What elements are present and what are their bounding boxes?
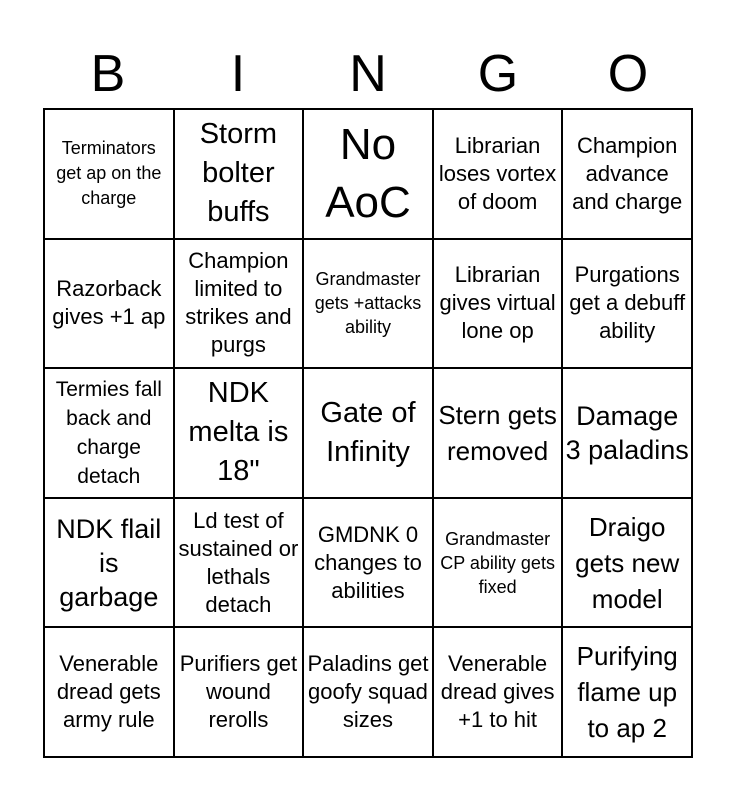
bingo-cell-r3c2[interactable] [174,368,304,498]
bingo-cell-r5c1[interactable] [44,627,174,757]
cell-text: Librarian loses vortex of doom [438,132,557,214]
bingo-cell-r3c5[interactable] [562,368,692,498]
bingo-board [43,108,693,758]
bingo-cell-r3c3[interactable] [303,368,433,498]
cell-text: NDK melta is 18" [188,377,289,488]
cell-text: Gate of Infinity [320,396,416,468]
bingo-cell-r4c3[interactable] [303,498,433,628]
header-letter-o: O [607,45,649,103]
bingo-cell-r2c2[interactable] [174,239,304,369]
bingo-cell-r1c5[interactable] [562,109,692,239]
cell-text: Librarian gives virtual lone op [439,262,556,344]
cell-text: Champion advance and charge [572,132,683,214]
bingo-cell-r1c4[interactable] [433,109,563,239]
bingo-cell-r5c2[interactable] [174,627,304,757]
cell-text: GMDNK 0 changes to abilities [314,521,422,603]
header-letter-i: I [230,45,246,103]
bingo-cell-r1c2[interactable] [174,109,304,239]
cell-text: Venerable dread gets army rule [56,651,161,733]
bingo-header [43,40,693,108]
bingo-cell-r5c4[interactable] [433,627,563,757]
bingo-cell-r2c1[interactable] [44,239,174,369]
header-letter-g: G [477,45,519,103]
cell-text: Grandmaster gets +attacks ability [314,269,422,338]
cell-text: Storm bolter buffs [199,118,278,229]
bingo-cell-r4c1[interactable] [44,498,174,628]
bingo-cell-r3c1[interactable] [44,368,174,498]
cell-text: Grandmaster CP ability gets fixed [440,528,555,597]
cell-text: Draigo gets new model [575,511,680,614]
cell-text: Damage 3 paladins [565,400,689,465]
bingo-cell-r4c4[interactable] [433,498,563,628]
bingo-cell-r2c4[interactable] [433,239,563,369]
cell-text: Razorback gives +1 ap [52,276,166,330]
bingo-cell-r2c5[interactable] [562,239,692,369]
cell-text: Terminators get ap on the charge [56,138,162,209]
bingo-cell-r5c3[interactable] [303,627,433,757]
cell-text: Purgations get a debuff ability [569,262,686,344]
bingo-cell-r1c1[interactable] [44,109,174,239]
cell-text: Stern gets removed [438,399,557,466]
bingo-cell-r3c4[interactable] [433,368,563,498]
header-letter-n: N [349,45,387,103]
bingo-cell-r1c3[interactable] [303,109,433,239]
header-letter-b: B [90,45,126,103]
bingo-cell-r4c5[interactable] [562,498,692,628]
cell-text: No AoC [325,119,411,227]
cell-text: Venerable dread gives +1 to hit [440,651,555,733]
bingo-cell-r4c2[interactable] [174,498,304,628]
cell-text: Paladins get goofy squad sizes [307,651,429,733]
bingo-cell-r2c3[interactable] [303,239,433,369]
cell-text: Ld test of sustained or lethals detach [178,507,299,617]
cell-text: Champion limited to strikes and purgs [185,248,292,358]
cell-text: Termies fall back and charge detach [55,377,162,488]
cell-text: Purifying flame up to ap 2 [576,641,678,744]
bingo-cell-r5c5[interactable] [562,627,692,757]
cell-text: NDK flail is garbage [56,513,162,612]
cell-text: Purifiers get wound rerolls [179,651,298,733]
